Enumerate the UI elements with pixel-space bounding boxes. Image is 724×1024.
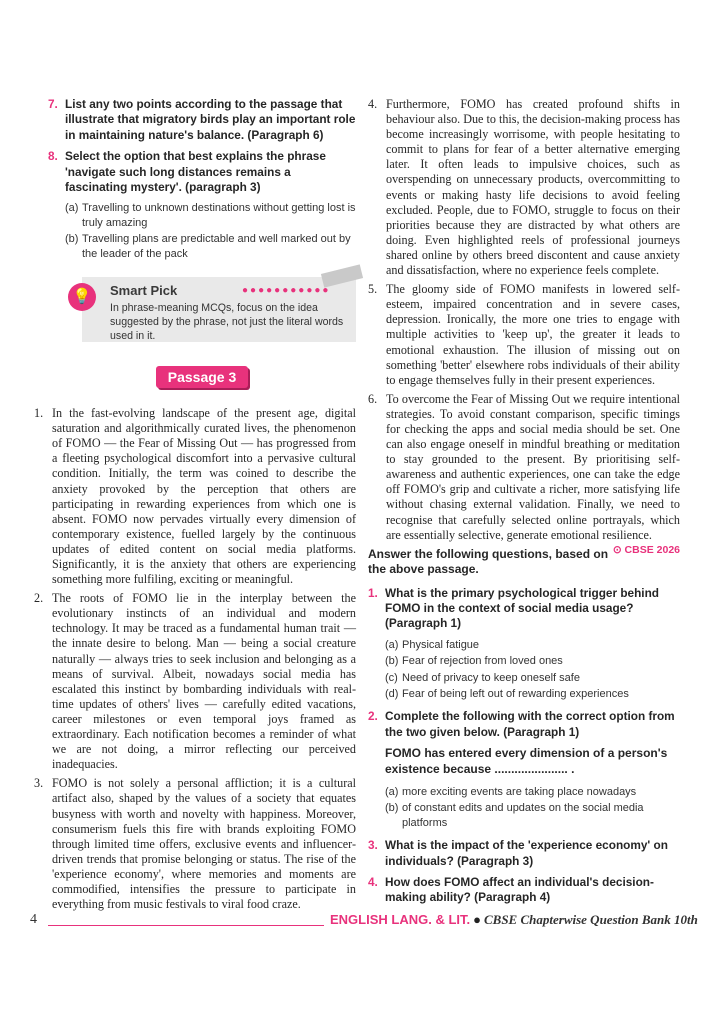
- question-1: [368, 586, 680, 632]
- paragraph-1: [34, 406, 356, 587]
- question-number: 3.: [368, 838, 378, 853]
- question-text: Select the option that best explains the phrase 'navigate such long distances remains a fascinating mystery'. (paragraph 3): [65, 149, 326, 195]
- option-text: Travelling plans are predictable and well marked out by the leader of the pack: [82, 233, 351, 260]
- question-2: [368, 709, 680, 740]
- option-b: [368, 654, 680, 668]
- option-label: (c): [385, 671, 398, 684]
- option-b: [368, 801, 680, 830]
- paragraph-5: [368, 282, 680, 388]
- question-number: 2.: [368, 709, 378, 724]
- paragraph-text: Furthermore, FOMO has created profound shifts in behaviour also. Due to this, the decision-making process has become increasingly worrisome, with people hesitating to commit to plans for fear of a better alternative emerging later. It often leads to impulsive choices, such as overspending on unnecessary products, overcommitting to events or making hasty life decisions to avoid feeling excluded. People, due to FOMO, struggle to focus on their priorities because they are distracted by what others are doing. Even highlighted reels of professional journeys shared online by others breed discontent and cause anxiety and dissatisfaction, where no experience feels complete.: [386, 97, 681, 278]
- question-text: How does FOMO affect an individual's decision-making ability? (Paragraph 4): [385, 875, 654, 905]
- paragraph-number: 5.: [368, 282, 378, 297]
- answer-heading: Answer the following questions, based on the above passage.: [368, 546, 609, 577]
- option-text: Fear of being left out of rewarding experiences: [402, 687, 629, 700]
- question-text: What is the impact of the 'experience economy' on individuals? (Paragraph 3): [385, 838, 668, 868]
- paragraph-number: 4.: [368, 97, 378, 111]
- question-3: [368, 838, 680, 869]
- option-d: [368, 687, 680, 701]
- dotted-divider: ●●●●●●●●●●●: [242, 285, 331, 297]
- paragraph-text: To overcome the Fear of Missing Out we require intentional strategies. To avoid constant comparison, specific timings for checking the apps and social media should be set. One can also engage oneself in mindful breathing or meditation to stay grounded to the present. By prioritising self-awareness and authentic experiences, one can take the edge off FOMO's grip and cultivate a richer, more satisfying life without chasing external validation. Finally, we need to recognise that carefully selected online portrayals, which are essentially selective, generate emotional resilience.: [386, 391, 680, 542]
- paragraph-text: The roots of FOMO lie in the interplay between the evolutionary instincts of an individual and modern technology. It may be traced as a fundamental human trait — the innate desire to belong. Man — being a social creature naturally — always tries to seek inclusion and belonging as a means of survival. Albeit, nowadays social media has escalated this instinct by bombarding individuals with real-time updates of others' lives — carefully edited vacations, career milestones or even temporal joys framed as extraordinary. Each notification becomes a reminder of what we are not doing, a mirror reflecting our perceived inadequacies.: [52, 591, 356, 772]
- option-c: [368, 671, 680, 685]
- option-text: more exciting events are taking place nowadays: [402, 786, 637, 798]
- option-a: [48, 201, 356, 230]
- paragraph-number: 3.: [34, 776, 44, 791]
- option-label: (a): [65, 202, 79, 215]
- question-8: [48, 149, 356, 195]
- option-label: (b): [65, 233, 79, 246]
- option-label: (b): [385, 655, 399, 668]
- paragraph-text: In the fast-evolving landscape of the present age, digital saturation and algorithmically curated lives, the phenomenon of FOMO — the Fear of Missing Out — has progressed from a fleeting psychological discomfort into a pervasive cultural condition. Initially, the term was coined to describe the anxiety provoked by the perception that others are participating in rewarding experiences from which one is absent. FOMO now pervades virtually every dimension of contemporary existence, fuelled largely by the continuous updates of edited content on social media platforms. Significantly, it is the anxiety that others are experiencing something more fulfiling, exciting or meaningful.: [52, 406, 356, 587]
- question-text: Complete the following with the correct option from the two given below. (Paragraph 1): [385, 709, 675, 739]
- passage-header: [48, 366, 356, 388]
- option-label: (d): [385, 687, 399, 700]
- question-4: [368, 875, 680, 906]
- option-label: (a): [385, 786, 399, 798]
- question-text: What is the primary psychological trigger behind FOMO in the context of social media usage? (Paragraph 1): [385, 585, 659, 631]
- paragraph-number: 6.: [368, 391, 378, 406]
- paragraph-text: The gloomy side of FOMO manifests in lowered self-esteem, impaired concentration and in severe cases, depression. Ironically, the more one tries to engage with multiple activities to 'keep up', the greater it leads to emotional exhaustion. The illusion of missing out on something 'better' elsewhere robs individuals of their ability to engage themselves fully in their present experiences.: [386, 282, 680, 387]
- option-text: Fear of rejection from loved ones: [402, 655, 563, 668]
- right-column: [368, 97, 680, 912]
- smart-pick-text: In phrase-meaning MCQs, focus on the idea suggested by the phrase, not just the literal words used in it.: [110, 302, 344, 343]
- option-label: (b): [385, 802, 399, 815]
- paragraph-text: FOMO is not solely a personal affliction; it is a cultural artifact also, shaped by the values of a society that equates busyness with worth and novelty with happiness. Moreover, consumerism fuels this fire with brands exploiting FOMO through limited time offers, exclusive events and influencer-driven trends that promise belonging or status. The rise of the 'experience economy', where memories and moments are commodified, intensifies the pressure to participate in everything from music festivals to viral food craze.: [52, 776, 356, 912]
- cbse-badge: ⊙ CBSE 2026: [612, 543, 680, 556]
- lightbulb-icon: 💡: [68, 283, 96, 311]
- paragraph-2: [34, 591, 356, 772]
- paragraph-number: 2.: [34, 591, 44, 606]
- option-b: [48, 232, 356, 261]
- footer-subtitle: CBSE Chapterwise Question Bank 10th: [483, 912, 698, 927]
- footer-separator: ●: [473, 912, 481, 927]
- paragraph-number: 1.: [34, 406, 44, 421]
- question-7: [48, 97, 356, 143]
- paragraph-3: [34, 776, 356, 912]
- page-number: 4: [30, 912, 37, 927]
- option-text: Travelling to unknown destinations without getting lost is truly amazing: [82, 202, 356, 229]
- option-text: Physical fatigue: [402, 638, 480, 651]
- cbse-badge-text: CBSE 2026: [624, 543, 680, 556]
- option-a: [368, 785, 680, 799]
- paragraph-4: [368, 97, 680, 278]
- smart-pick-box: [72, 277, 356, 343]
- option-label: (a): [385, 638, 399, 651]
- question-number: 1.: [368, 585, 378, 600]
- left-column: [34, 97, 356, 916]
- option-a: [368, 638, 680, 652]
- option-text: Need of privacy to keep oneself safe: [402, 671, 580, 684]
- question-text: List any two points according to the passage that illustrate that migratory birds play an important role in maintaining nature's balance. (Paragraph 6): [65, 97, 356, 142]
- question-number: 7.: [48, 97, 58, 111]
- question-2-stem: FOMO has entered every dimension of a person's existence because ...................... .: [385, 746, 668, 776]
- smart-pick-title: Smart Pick: [110, 283, 178, 299]
- option-text: of constant edits and updates on the social media platforms: [402, 802, 644, 829]
- passage-badge: Passage 3: [156, 366, 249, 388]
- footer-title: [330, 912, 698, 928]
- question-number: 8.: [48, 149, 58, 164]
- footer-divider: [48, 925, 324, 926]
- footer-brand: ENGLISH LANG. & LIT.: [330, 912, 471, 927]
- question-number: 4.: [368, 875, 378, 890]
- paragraph-6: [368, 391, 680, 556]
